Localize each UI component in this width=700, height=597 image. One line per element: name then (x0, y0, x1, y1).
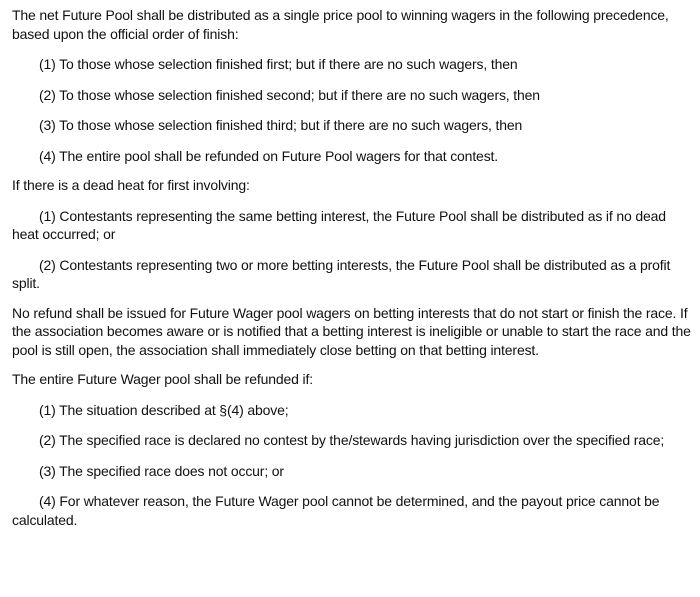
precedence-item-2: (2) To those whose selection finished second; but if there are no such wagers, then (39, 86, 540, 103)
refund-condition-3: (3) The specified race does not occur; or (39, 462, 284, 479)
no-refund-paragraph: No refund shall be issued for Future Wager pool wagers on betting interests that do not start or finish the race. If the association becomes aware or is notified that a betting interest is ineligible or unable to start the race and the pool is still open, the association shall immediately close betting on that betting interest. (12, 304, 691, 358)
refund-condition-4: (4) For whatever reason, the Future Wager pool cannot be determined, and the payout price cannot be calculated. (12, 493, 660, 528)
refund-intro: The entire Future Wager pool shall be refunded if: (12, 371, 313, 387)
precedence-item-1: (1) To those whose selection finished first; but if there are no such wagers, then (39, 56, 518, 72)
dead-heat-item-2: (2) Contestants representing two or more betting interests, the Future Pool shall be distributed as a profit split. (12, 256, 671, 291)
refund-condition-2: (2) The specified race is declared no contest by the/stewards having jurisdiction over the specified race; (39, 432, 665, 448)
intro-paragraph: The net Future Pool shall be distributed as a single price pool to winning wagers in the following precedence, based upon the official order of finish: (12, 7, 669, 42)
refund-condition-1: (1) The situation described at §(4) above; (39, 401, 289, 418)
dead-heat-intro: If there is a dead heat for first involving: (12, 177, 250, 193)
dead-heat-item-1: (1) Contestants representing the same betting interest, the Future Pool shall be distributed as if no dead heat occurred; or (12, 207, 666, 242)
precedence-item-3: (3) To those whose selection finished third; but if there are no such wagers, then (39, 117, 523, 133)
precedence-item-4: (4) The entire pool shall be refunded on Future Pool wagers for that contest. (39, 147, 499, 164)
